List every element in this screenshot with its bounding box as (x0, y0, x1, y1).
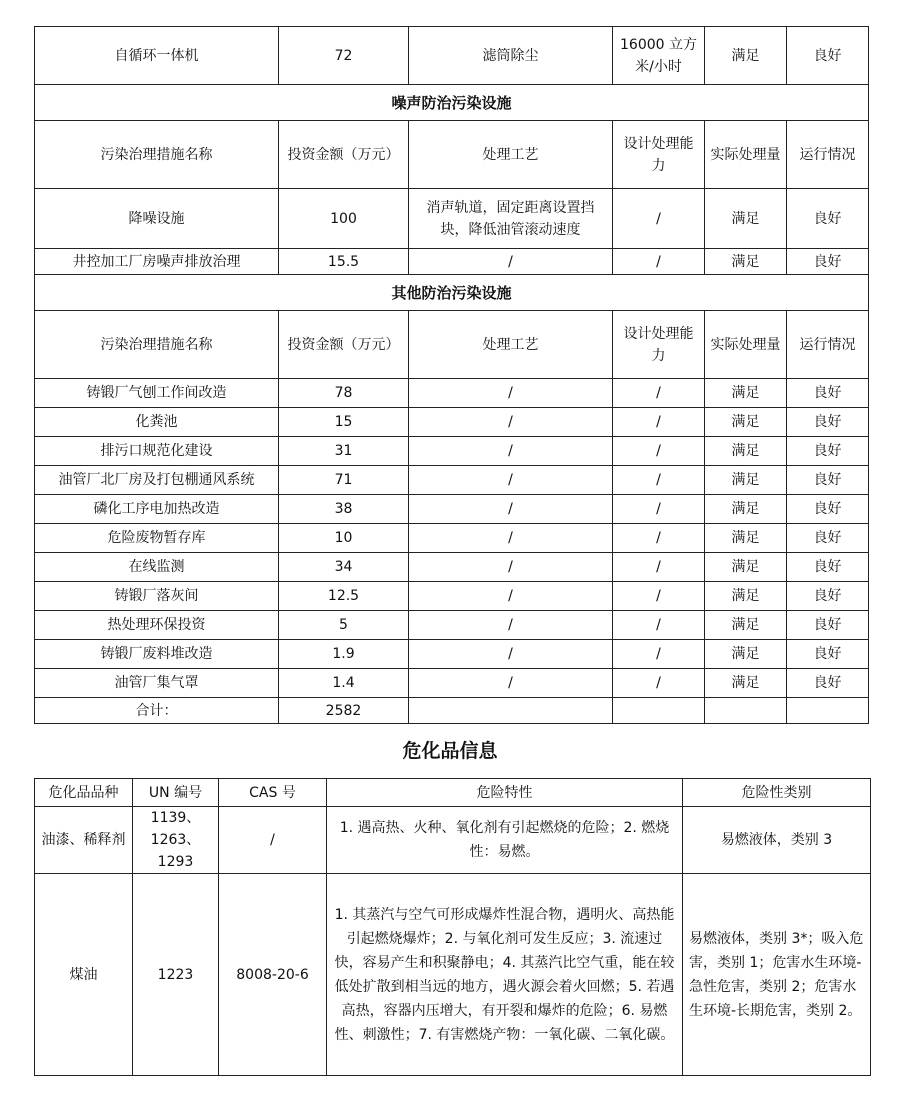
cell-capacity: / (613, 553, 705, 582)
cell-amount: 1.4 (279, 669, 409, 698)
cell-amount: 38 (279, 495, 409, 524)
cell-process: / (409, 495, 613, 524)
cell-chemical: 油漆、稀释剂 (35, 807, 133, 874)
header-cell: 处理工艺 (409, 121, 613, 189)
cell-process: / (409, 437, 613, 466)
cell-status: 良好 (787, 495, 869, 524)
cell-cas: 8008-20-6 (219, 874, 327, 1076)
cell-amount: 1.9 (279, 640, 409, 669)
header-cell: 危险特性 (327, 779, 683, 807)
table-row (35, 582, 869, 611)
cell-status: 良好 (787, 524, 869, 553)
cell-amount: 15 (279, 408, 409, 437)
header-cell: 运行情况 (787, 121, 869, 189)
cell-status: 良好 (787, 466, 869, 495)
header-cell: 危险性类别 (683, 779, 871, 807)
table-row (35, 640, 869, 669)
table-row (35, 669, 869, 698)
table-row (35, 553, 869, 582)
cell-hazard-properties: 1. 其蒸汽与空气可形成爆炸性混合物，遇明火、高热能引起燃烧爆炸；2. 与氧化剂可发生反应；3. 流速过快，容易产生和积聚静电；4. 其蒸汽比空气重，能在较低处扩散到相当远的地方，遇火源会着火回燃；5. 若遇高热，容器内压增大，有开裂和爆炸的危险；6. 易燃性、刺激性；7. 有害燃烧产物：一氧化碳、二氧化碳。 (327, 874, 683, 1076)
cell-name: 铸锻厂废料堆改造 (35, 640, 279, 669)
table-row (35, 437, 869, 466)
header-cell: 处理工艺 (409, 311, 613, 379)
cell-amount: 10 (279, 524, 409, 553)
header-cell: 实际处理量 (705, 121, 787, 189)
cell-actual: 满足 (705, 27, 787, 85)
header-cell: 投资金额（万元） (279, 311, 409, 379)
cell-actual: 满足 (705, 640, 787, 669)
section-row (35, 275, 869, 311)
cell-actual: 满足 (705, 582, 787, 611)
header-row (35, 311, 869, 379)
cell-cas: / (219, 807, 327, 874)
empty-cell (409, 698, 613, 724)
header-cell: CAS 号 (219, 779, 327, 807)
empty-cell (787, 698, 869, 724)
table-row (35, 27, 869, 85)
cell-capacity: / (613, 437, 705, 466)
cell-un-number: 1223 (133, 874, 219, 1076)
cell-capacity: / (613, 189, 705, 249)
cell-amount: 78 (279, 379, 409, 408)
cell-process: 消声轨道，固定距离设置挡块，降低油管滚动速度 (409, 189, 613, 249)
cell-capacity: / (613, 408, 705, 437)
cell-process: / (409, 669, 613, 698)
cell-status: 良好 (787, 611, 869, 640)
cell-actual: 满足 (705, 189, 787, 249)
total-row (35, 698, 869, 724)
other-section-title: 其他防治污染设施 (35, 275, 869, 311)
cell-hazard-category: 易燃液体，类别 3 (683, 807, 871, 874)
cell-capacity: / (613, 582, 705, 611)
cell-process: / (409, 379, 613, 408)
hazardous-chemicals-table (34, 778, 871, 1076)
cell-chemical: 煤油 (35, 874, 133, 1076)
cell-actual: 满足 (705, 669, 787, 698)
cell-status: 良好 (787, 582, 869, 611)
cell-name: 铸锻厂气刨工作间改造 (35, 379, 279, 408)
cell-amount: 31 (279, 437, 409, 466)
table-row (35, 524, 869, 553)
cell-actual: 满足 (705, 466, 787, 495)
table-row (35, 495, 869, 524)
header-cell: 设计处理能力 (613, 311, 705, 379)
total-value: 2582 (279, 698, 409, 724)
header-cell: 污染治理措施名称 (35, 311, 279, 379)
cell-name: 井控加工厂房噪声排放治理 (35, 249, 279, 275)
cell-capacity: / (613, 611, 705, 640)
cell-process: 滤筒除尘 (409, 27, 613, 85)
cell-name: 磷化工序电加热改造 (35, 495, 279, 524)
cell-process: / (409, 553, 613, 582)
header-cell: 污染治理措施名称 (35, 121, 279, 189)
cell-process: / (409, 408, 613, 437)
total-label: 合计： (35, 698, 279, 724)
cell-actual: 满足 (705, 437, 787, 466)
cell-capacity: / (613, 640, 705, 669)
cell-amount: 72 (279, 27, 409, 85)
cell-name: 铸锻厂落灰间 (35, 582, 279, 611)
cell-actual: 满足 (705, 611, 787, 640)
cell-actual: 满足 (705, 524, 787, 553)
header-cell: 设计处理能力 (613, 121, 705, 189)
cell-name: 危险废物暂存库 (35, 524, 279, 553)
cell-process: / (409, 640, 613, 669)
cell-status: 良好 (787, 27, 869, 85)
cell-capacity: / (613, 466, 705, 495)
cell-status: 良好 (787, 408, 869, 437)
cell-capacity: 16000 立方米/小时 (613, 27, 705, 85)
cell-status: 良好 (787, 249, 869, 275)
cell-actual: 满足 (705, 249, 787, 275)
cell-name: 化粪池 (35, 408, 279, 437)
table-row (35, 379, 869, 408)
empty-cell (705, 698, 787, 724)
cell-process: / (409, 582, 613, 611)
cell-name: 排污口规范化建设 (35, 437, 279, 466)
hazard-table-title: 危化品信息 (402, 740, 498, 762)
cell-capacity: / (613, 249, 705, 275)
empty-cell (613, 698, 705, 724)
header-cell: 运行情况 (787, 311, 869, 379)
cell-capacity: / (613, 669, 705, 698)
cell-amount: 71 (279, 466, 409, 495)
cell-name: 在线监测 (35, 553, 279, 582)
cell-name: 热处理环保投资 (35, 611, 279, 640)
cell-status: 良好 (787, 437, 869, 466)
header-cell: UN 编号 (133, 779, 219, 807)
cell-actual: 满足 (705, 553, 787, 582)
cell-status: 良好 (787, 640, 869, 669)
cell-status: 良好 (787, 669, 869, 698)
cell-name: 油管厂北厂房及打包棚通风系统 (35, 466, 279, 495)
cell-name: 降噪设施 (35, 189, 279, 249)
header-cell: 实际处理量 (705, 311, 787, 379)
table-row (35, 611, 869, 640)
table-row (35, 874, 871, 1076)
cell-process: / (409, 524, 613, 553)
table-row (35, 807, 871, 874)
pollution-facilities-table (34, 26, 869, 724)
cell-amount: 100 (279, 189, 409, 249)
cell-name: 油管厂集气罩 (35, 669, 279, 698)
noise-section-title: 噪声防治污染设施 (35, 85, 869, 121)
cell-actual: 满足 (705, 379, 787, 408)
cell-capacity: / (613, 379, 705, 408)
cell-status: 良好 (787, 553, 869, 582)
cell-un-number: 1139、1263、1293 (133, 807, 219, 874)
cell-status: 良好 (787, 189, 869, 249)
cell-amount: 34 (279, 553, 409, 582)
cell-amount: 12.5 (279, 582, 409, 611)
cell-process: / (409, 611, 613, 640)
cell-hazard-category: 易燃液体，类别 3*；吸入危害，类别 1；危害水生环境-急性危害，类别 2；危害水生环境-长期危害，类别 2。 (683, 874, 871, 1076)
cell-name: 自循环一体机 (35, 27, 279, 85)
cell-capacity: / (613, 524, 705, 553)
section-row (35, 85, 869, 121)
cell-hazard-properties: 1. 遇高热、火种、氧化剂有引起燃烧的危险；2. 燃烧性：易燃。 (327, 807, 683, 874)
cell-amount: 15.5 (279, 249, 409, 275)
header-row (35, 121, 869, 189)
header-row (35, 779, 871, 807)
cell-process: / (409, 249, 613, 275)
table-row (35, 466, 869, 495)
table-row (35, 189, 869, 249)
table-row (35, 408, 869, 437)
cell-process: / (409, 466, 613, 495)
cell-amount: 5 (279, 611, 409, 640)
cell-status: 良好 (787, 379, 869, 408)
header-cell: 危化品品种 (35, 779, 133, 807)
table-row (35, 249, 869, 275)
cell-capacity: / (613, 495, 705, 524)
header-cell: 投资金额（万元） (279, 121, 409, 189)
cell-actual: 满足 (705, 408, 787, 437)
cell-actual: 满足 (705, 495, 787, 524)
